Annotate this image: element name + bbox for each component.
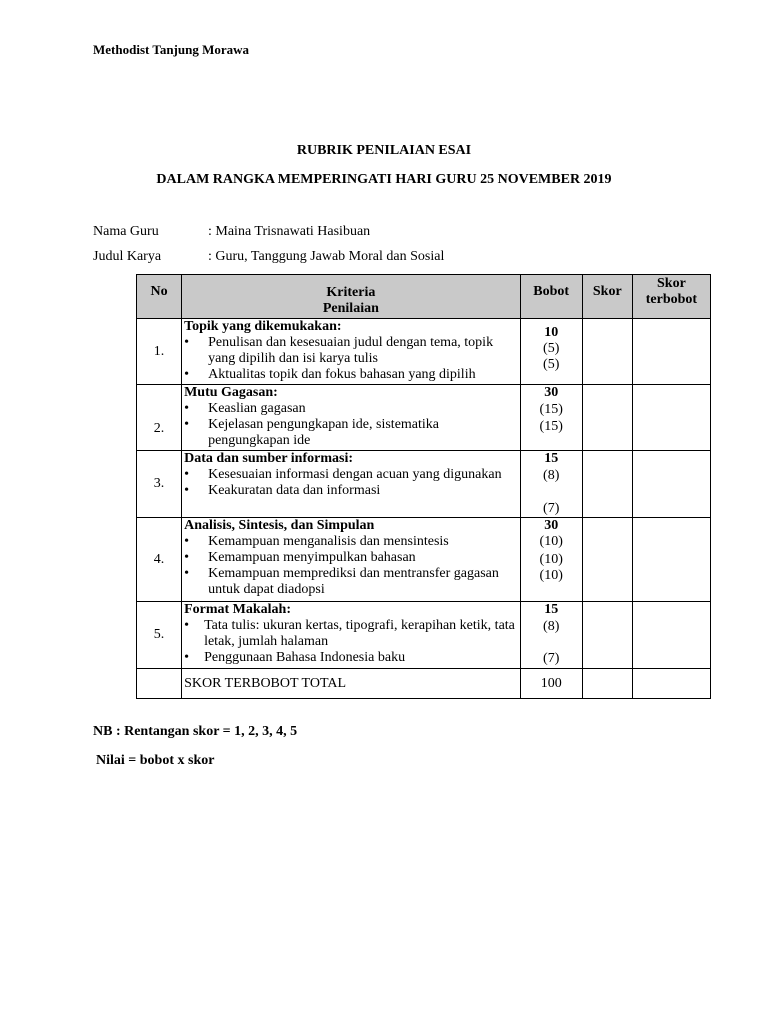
criteria-item: • Tata tulis: ukuran kertas, tipografi, kerapihan ketik, tata letak, jumlah halaman xyxy=(184,618,520,650)
bobot-cell xyxy=(520,451,582,518)
judul-karya-value: : Guru, Tanggung Jawab Moral dan Sosial xyxy=(208,249,445,264)
skor-terbobot-cell xyxy=(632,319,710,385)
header-kriteria-line2: Penilaian xyxy=(322,300,379,316)
criteria-item: • Aktualitas topik dan fokus bahasan yang dipilih xyxy=(184,367,520,383)
criteria-cell xyxy=(182,602,521,669)
score-range-note: NB : Rentangan skor = 1, 2, 3, 4, 5 xyxy=(93,724,298,739)
bobot-sub: (10) xyxy=(539,534,563,549)
table-row xyxy=(137,602,711,669)
table-row xyxy=(137,518,711,602)
table-header-row xyxy=(137,275,711,319)
bobot-total: 30 xyxy=(544,518,559,533)
bobot-sub: (10) xyxy=(539,568,563,583)
bobot-cell xyxy=(520,385,582,451)
skor-cell xyxy=(582,385,632,451)
criteria-item: • Kemampuan memprediksi dan mentransfer gagasan untuk dapat diadopsi xyxy=(184,566,520,598)
document-subtitle: DALAM RANGKA MEMPERINGATI HARI GURU 25 NOVEMBER 2019 xyxy=(156,172,612,187)
skor-terbobot-cell xyxy=(632,451,710,518)
row-number: 5. xyxy=(137,602,182,669)
criteria-cell xyxy=(182,385,521,451)
total-label: SKOR TERBOBOT TOTAL xyxy=(182,669,521,699)
criteria-cell xyxy=(182,518,521,602)
bobot-sub: (8) xyxy=(543,468,560,483)
criteria-title: Topik yang dikemukakan: xyxy=(184,319,342,334)
total-row xyxy=(137,669,711,699)
bobot-sub: (5) xyxy=(543,341,560,356)
table-row xyxy=(137,385,711,451)
bobot-sub: (5) xyxy=(543,357,560,372)
table-row xyxy=(137,451,711,518)
bobot-cell xyxy=(520,518,582,602)
skor-cell xyxy=(582,451,632,518)
skor-cell xyxy=(582,602,632,669)
criteria-item: • Kemampuan menganalisis dan mensintesis xyxy=(184,534,520,550)
total-skor-cell xyxy=(582,669,632,699)
criteria-item: • Kejelasan pengungkapan ide, sistematika pengungkapan ide xyxy=(184,417,520,449)
row-number: 4. xyxy=(137,518,182,602)
bobot-sub: (10) xyxy=(539,552,563,567)
skor-terbobot-cell xyxy=(632,518,710,602)
skor-terbobot-cell xyxy=(632,385,710,451)
criteria-item: • Kesesuaian informasi dengan acuan yang digunakan xyxy=(184,467,520,483)
bobot-sub: (15) xyxy=(539,419,563,434)
total-skor-terbobot-cell xyxy=(632,669,710,699)
header-kriteria xyxy=(182,275,521,319)
row-number: 2. xyxy=(137,385,182,451)
row-number: 3. xyxy=(137,451,182,518)
total-value: 100 xyxy=(520,669,582,699)
nama-guru-value: : Maina Trisnawati Hasibuan xyxy=(208,224,371,239)
bobot-sub: (15) xyxy=(539,402,563,417)
header-kriteria-line1: Kriteria xyxy=(326,284,376,300)
bobot-total: 10 xyxy=(544,325,559,340)
school-name: Methodist Tanjung Morawa xyxy=(93,42,250,57)
bobot-total: 15 xyxy=(544,602,559,617)
criteria-cell xyxy=(182,319,521,385)
skor-terbobot-cell xyxy=(632,602,710,669)
row-number: 1. xyxy=(137,319,182,385)
judul-karya-label: Judul Karya xyxy=(93,249,162,264)
criteria-title: Analisis, Sintesis, dan Simpulan xyxy=(184,518,375,533)
bobot-sub: (7) xyxy=(543,501,560,516)
bobot-sub: (7) xyxy=(543,651,560,666)
skor-cell xyxy=(582,518,632,602)
criteria-item: • Keakuratan data dan informasi xyxy=(184,483,520,499)
bobot-total: 15 xyxy=(544,451,559,466)
criteria-cell xyxy=(182,451,521,518)
rubric-table xyxy=(136,274,711,699)
header-skor: Skor xyxy=(582,275,632,319)
total-no-cell xyxy=(137,669,182,699)
criteria-item: • Kemampuan menyimpulkan bahasan xyxy=(184,550,520,566)
bobot-total: 30 xyxy=(544,385,559,400)
criteria-item: • Penulisan dan kesesuaian judul dengan tema, topik yang dipilih dan isi karya tulis xyxy=(184,335,520,367)
criteria-item: • Keaslian gagasan xyxy=(184,401,520,417)
skor-cell xyxy=(582,319,632,385)
nama-guru-label: Nama Guru xyxy=(93,224,159,239)
criteria-title: Format Makalah: xyxy=(184,602,292,617)
bobot-sub: (8) xyxy=(543,619,560,634)
header-bobot: Bobot xyxy=(520,275,582,319)
table-row xyxy=(137,319,711,385)
bobot-cell xyxy=(520,319,582,385)
document-title: RUBRIK PENILAIAN ESAI xyxy=(296,143,472,158)
criteria-title: Mutu Gagasan: xyxy=(184,385,278,400)
criteria-title: Data dan sumber informasi: xyxy=(184,451,353,466)
score-formula: Nilai = bobot x skor xyxy=(96,753,215,768)
header-skor-terbobot: Skor terbobot xyxy=(632,275,710,319)
criteria-item: • Penggunaan Bahasa Indonesia baku xyxy=(184,650,520,666)
header-no: No xyxy=(137,275,182,319)
bobot-cell xyxy=(520,602,582,669)
